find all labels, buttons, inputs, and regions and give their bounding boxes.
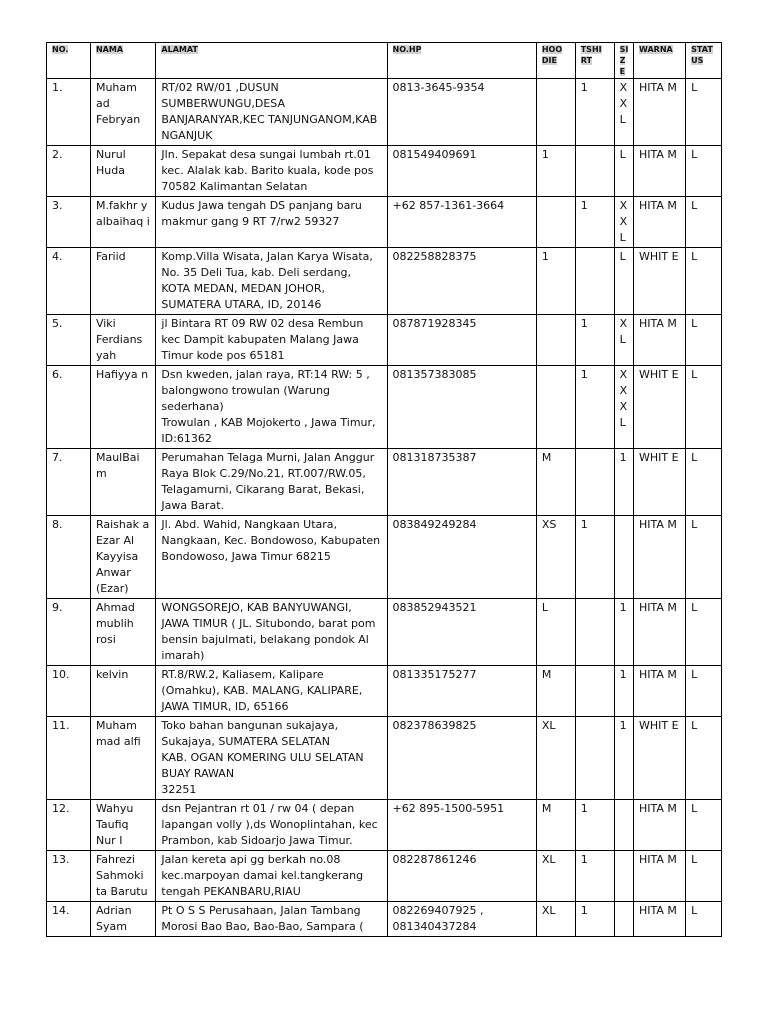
cell-warna: WHIT E — [634, 717, 686, 800]
cell-nama: Viki Ferdians yah — [90, 315, 155, 366]
cell-hoodie — [536, 79, 575, 146]
cell-status: L — [686, 146, 722, 197]
table-row — [47, 79, 722, 146]
table-row — [47, 197, 722, 248]
cell-no: 14. — [47, 902, 91, 937]
cell-hoodie — [536, 366, 575, 449]
table-row — [47, 366, 722, 449]
cell-size: X L — [614, 315, 633, 366]
cell-hp: 083852943521 — [387, 599, 536, 666]
header-warna: WARNA — [634, 43, 686, 79]
cell-hoodie: XL — [536, 902, 575, 937]
header-hoodie: HOO DIE — [536, 43, 575, 79]
cell-hp: 082287861246 — [387, 851, 536, 902]
cell-alamat: RT.8/RW.2, Kaliasem, Kalipare (Omahku), KAB. MALANG, KALIPARE, JAWA TIMUR, ID, 65166 — [156, 666, 387, 717]
cell-size — [614, 516, 633, 599]
table-body — [47, 79, 722, 937]
cell-hp: 087871928345 — [387, 315, 536, 366]
cell-warna: HITA M — [634, 599, 686, 666]
cell-status: L — [686, 248, 722, 315]
cell-alamat: Toko bahan bangunan sukajaya, Sukajaya, SUMATERA SELATAN KAB. OGAN KOMERING ULU SELATAN BUAY RAWAN 32251 — [156, 717, 387, 800]
cell-hoodie: M — [536, 800, 575, 851]
cell-no: 3. — [47, 197, 91, 248]
header-tshirt: TSHI RT — [575, 43, 614, 79]
cell-status: L — [686, 449, 722, 516]
cell-nama: Raishak a Ezar Al Kayyisa Anwar (Ezar) — [90, 516, 155, 599]
cell-tshirt: 1 — [575, 366, 614, 449]
table-row — [47, 902, 722, 937]
cell-status: L — [686, 197, 722, 248]
cell-warna: HITA M — [634, 516, 686, 599]
table-row — [47, 516, 722, 599]
cell-size — [614, 800, 633, 851]
table-row — [47, 146, 722, 197]
cell-size: L — [614, 248, 633, 315]
cell-nama: Hafiyya n — [90, 366, 155, 449]
cell-hp: 081549409691 — [387, 146, 536, 197]
cell-size: 1 — [614, 599, 633, 666]
cell-tshirt — [575, 146, 614, 197]
cell-hoodie — [536, 197, 575, 248]
cell-hp: 081335175277 — [387, 666, 536, 717]
cell-alamat: Komp.Villa Wisata, Jalan Karya Wisata, No. 35 Deli Tua, kab. Deli serdang, KOTA MEDAN, MEDAN JOHOR, SUMATERA UTARA, ID, 20146 — [156, 248, 387, 315]
cell-tshirt: 1 — [575, 851, 614, 902]
cell-warna: HITA M — [634, 146, 686, 197]
cell-hp: +62 857-1361-3664 — [387, 197, 536, 248]
cell-no: 6. — [47, 366, 91, 449]
cell-no: 2. — [47, 146, 91, 197]
cell-size: L — [614, 146, 633, 197]
cell-nama: MaulBai m — [90, 449, 155, 516]
cell-nama: Ahmad mublih rosi — [90, 599, 155, 666]
order-table — [46, 42, 722, 937]
cell-warna: WHIT E — [634, 248, 686, 315]
cell-hoodie: XS — [536, 516, 575, 599]
cell-nama: Muham mad alfi — [90, 717, 155, 800]
cell-hp: +62 895-1500-5951 — [387, 800, 536, 851]
cell-status: L — [686, 800, 722, 851]
cell-alamat: Jl. Abd. Wahid, Nangkaan Utara, Nangkaan, Kec. Bondowoso, Kabupaten Bondowoso, Jawa Timur 68215 — [156, 516, 387, 599]
cell-no: 7. — [47, 449, 91, 516]
cell-size: X X L — [614, 197, 633, 248]
cell-tshirt: 1 — [575, 902, 614, 937]
table-row — [47, 599, 722, 666]
cell-hoodie: XL — [536, 717, 575, 800]
cell-status: L — [686, 666, 722, 717]
cell-alamat: Kudus Jawa tengah DS panjang baru makmur gang 9 RT 7/rw2 59327 — [156, 197, 387, 248]
table-row — [47, 800, 722, 851]
cell-tshirt — [575, 717, 614, 800]
cell-hp: 082258828375 — [387, 248, 536, 315]
cell-no: 4. — [47, 248, 91, 315]
cell-no: 8. — [47, 516, 91, 599]
header-no: NO. — [47, 43, 91, 79]
cell-alamat: Jln. Sepakat desa sungai lumbah rt.01 kec. Alalak kab. Barito kuala, kode pos 70582 Kalimantan Selatan — [156, 146, 387, 197]
cell-nama: Fariid — [90, 248, 155, 315]
cell-hp: 082378639825 — [387, 717, 536, 800]
cell-status: L — [686, 79, 722, 146]
cell-alamat: RT/02 RW/01 ,DUSUN SUMBERWUNGU,DESA BANJARANYAR,KEC TANJUNGANOM,KAB NGANJUK — [156, 79, 387, 146]
table-header — [47, 43, 722, 79]
cell-tshirt: 1 — [575, 800, 614, 851]
cell-tshirt: 1 — [575, 197, 614, 248]
cell-hoodie: M — [536, 449, 575, 516]
cell-tshirt: 1 — [575, 315, 614, 366]
cell-hoodie: M — [536, 666, 575, 717]
cell-size: X X X L — [614, 366, 633, 449]
header-nohp: NO.HP — [387, 43, 536, 79]
header-alamat: ALAMAT — [156, 43, 387, 79]
cell-nama: Adrian Syam — [90, 902, 155, 937]
cell-hoodie: L — [536, 599, 575, 666]
cell-size: 1 — [614, 717, 633, 800]
cell-no: 9. — [47, 599, 91, 666]
cell-hp: 081318735387 — [387, 449, 536, 516]
header-size: SIZ E — [614, 43, 633, 79]
cell-no: 10. — [47, 666, 91, 717]
cell-no: 5. — [47, 315, 91, 366]
cell-nama: Wahyu Taufiq Nur I — [90, 800, 155, 851]
cell-no: 12. — [47, 800, 91, 851]
cell-nama: kelvin — [90, 666, 155, 717]
cell-size: X X L — [614, 79, 633, 146]
cell-warna: WHIT E — [634, 449, 686, 516]
cell-status: L — [686, 516, 722, 599]
cell-alamat: Dsn kweden, jalan raya, RT:14 RW: 5 , balongwono trowulan (Warung sederhana) Trowulan , KAB Mojokerto , Jawa Timur, ID:61362 — [156, 366, 387, 449]
cell-tshirt: 1 — [575, 516, 614, 599]
cell-alamat: Jalan kereta api gg berkah no.08 kec.marpoyan damai kel.tangkerang tengah PEKANBARU,RIAU — [156, 851, 387, 902]
cell-tshirt — [575, 248, 614, 315]
cell-tshirt — [575, 449, 614, 516]
cell-size: 1 — [614, 449, 633, 516]
table-row — [47, 717, 722, 800]
cell-warna: HITA M — [634, 666, 686, 717]
cell-warna: HITA M — [634, 800, 686, 851]
cell-size: 1 — [614, 666, 633, 717]
cell-no: 11. — [47, 717, 91, 800]
cell-hoodie: 1 — [536, 146, 575, 197]
cell-tshirt: 1 — [575, 79, 614, 146]
cell-status: L — [686, 851, 722, 902]
cell-status: L — [686, 902, 722, 937]
cell-hp: 0813-3645-9354 — [387, 79, 536, 146]
cell-size — [614, 902, 633, 937]
cell-nama: Nurul Huda — [90, 146, 155, 197]
table-row — [47, 666, 722, 717]
table-row — [47, 315, 722, 366]
cell-hp: 082269407925 , 081340437284 — [387, 902, 536, 937]
cell-hoodie — [536, 315, 575, 366]
cell-size — [614, 851, 633, 902]
cell-alamat: jl Bintara RT 09 RW 02 desa Rembun kec Dampit kabupaten Malang Jawa Timur kode pos 65181 — [156, 315, 387, 366]
cell-nama: Muham ad Febryan — [90, 79, 155, 146]
cell-warna: HITA M — [634, 197, 686, 248]
table-row — [47, 248, 722, 315]
cell-nama: Fahrezi Sahmoki ta Barutu — [90, 851, 155, 902]
table-row — [47, 449, 722, 516]
table-row — [47, 851, 722, 902]
cell-warna: HITA M — [634, 315, 686, 366]
cell-alamat: dsn Pejantran rt 01 / rw 04 ( depan lapangan volly ),ds Wonoplintahan, kec Prambon, kab Sidoarjo Jawa Timur. — [156, 800, 387, 851]
cell-warna: HITA M — [634, 851, 686, 902]
cell-warna: HITA M — [634, 79, 686, 146]
header-nama: NAMA — [90, 43, 155, 79]
cell-status: L — [686, 717, 722, 800]
cell-tshirt — [575, 666, 614, 717]
cell-no: 1. — [47, 79, 91, 146]
cell-alamat: Perumahan Telaga Murni, Jalan Anggur Raya Blok C.29/No.21, RT.007/RW.05, Telagamurni, Cikarang Barat, Bekasi, Jawa Barat. — [156, 449, 387, 516]
cell-status: L — [686, 315, 722, 366]
cell-hoodie: XL — [536, 851, 575, 902]
cell-alamat: Pt O S S Perusahaan, Jalan Tambang Morosi Bao Bao, Bao-Bao, Sampara ( — [156, 902, 387, 937]
cell-hp: 081357383085 — [387, 366, 536, 449]
cell-hp: 083849249284 — [387, 516, 536, 599]
cell-no: 13. — [47, 851, 91, 902]
cell-hoodie: 1 — [536, 248, 575, 315]
header-row — [47, 43, 722, 79]
cell-status: L — [686, 366, 722, 449]
header-status: STAT US — [686, 43, 722, 79]
cell-warna: WHIT E — [634, 366, 686, 449]
cell-tshirt — [575, 599, 614, 666]
cell-status: L — [686, 599, 722, 666]
cell-nama: M.fakhr y albaihaq i — [90, 197, 155, 248]
cell-alamat: WONGSOREJO, KAB BANYUWANGI, JAWA TIMUR ( JL. Situbondo, barat pom bensin bajulmati, belakang pondok Al imarah) — [156, 599, 387, 666]
cell-warna: HITA M — [634, 902, 686, 937]
